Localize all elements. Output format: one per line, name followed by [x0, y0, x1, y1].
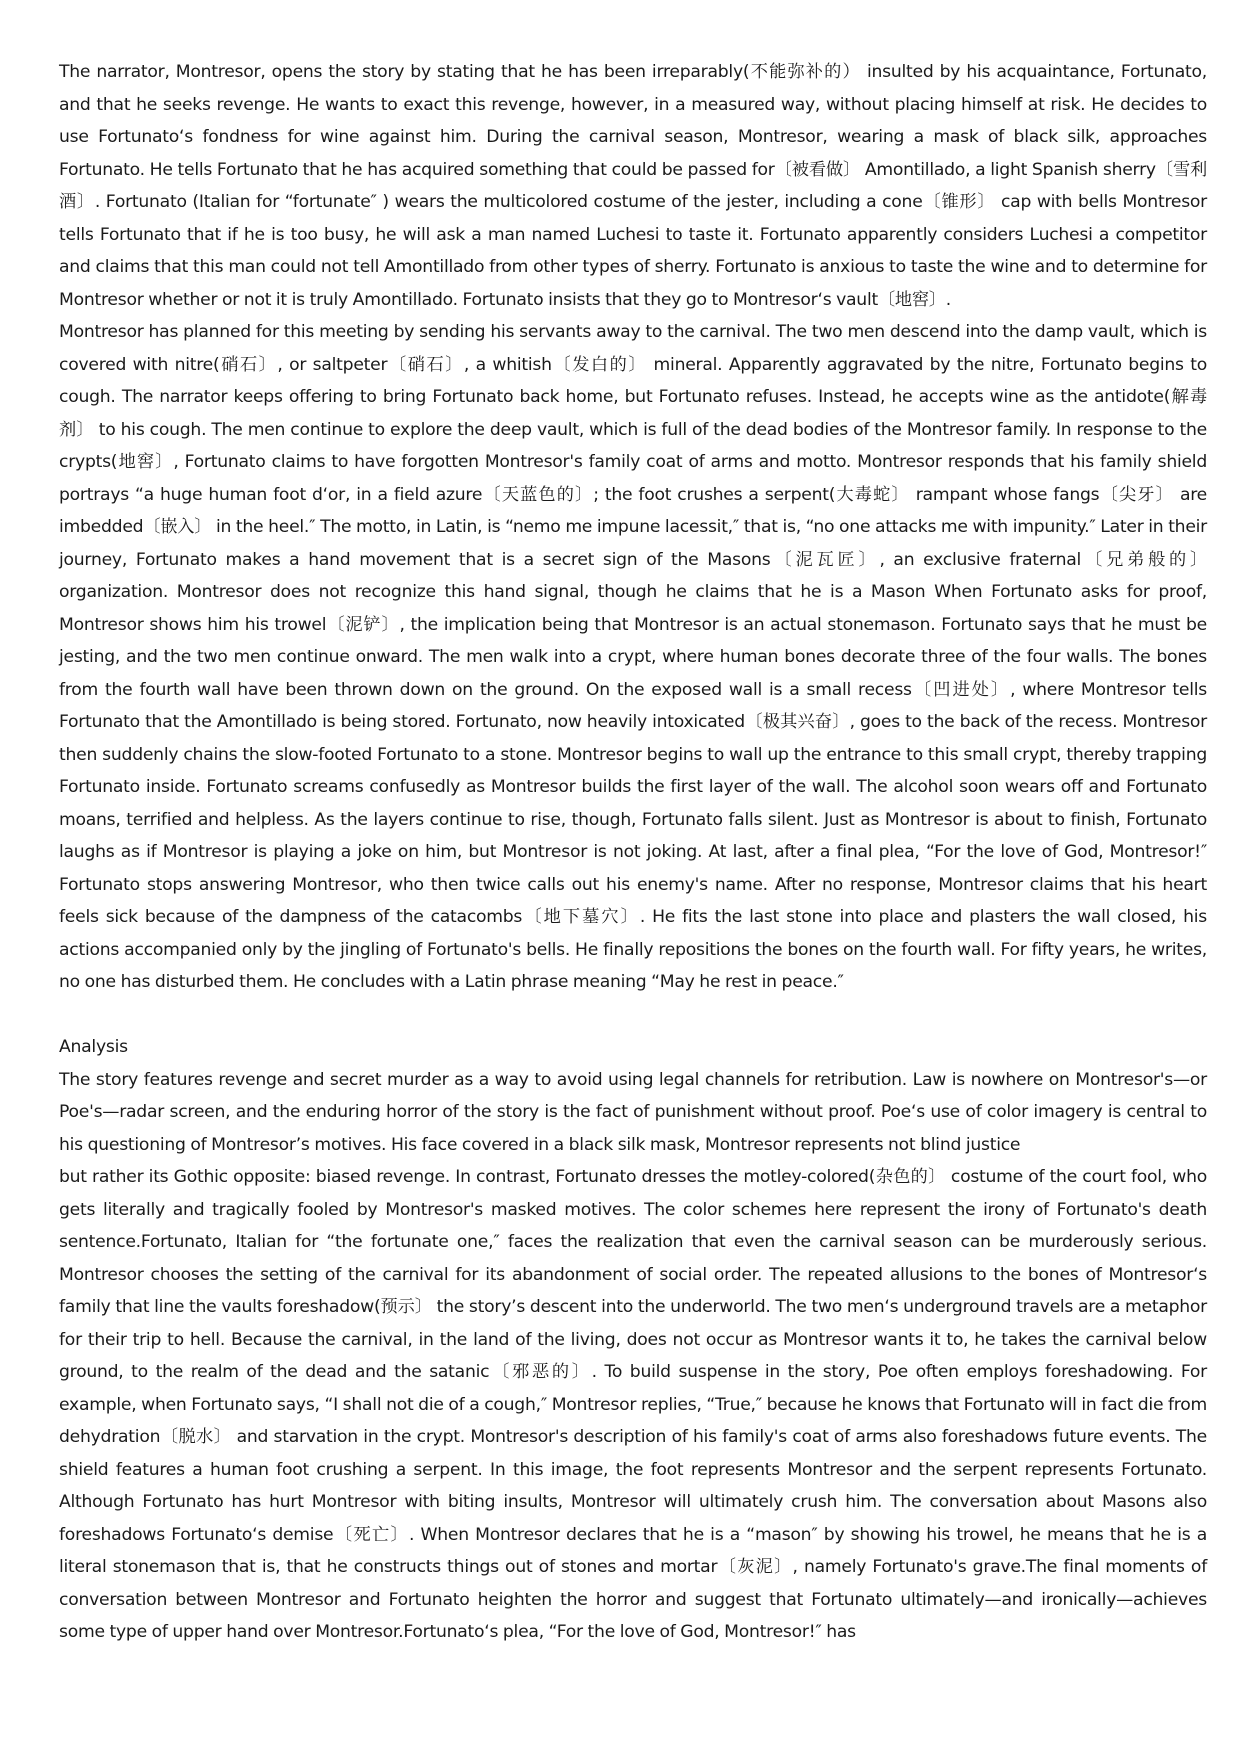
summary-paragraph: Montresor has planned for this meeting by sending his servants away to the carnival. The two men descend into the damp vault, which is covered with nitre(硝石〕, or saltpeter〔硝石〕, a whitish〔发白的〕 mineral. Apparently aggravated by the nitre, Fortunato begins to cough. The narrator keeps offering to bring Fortunato back home, but Fortunato refuses. Instead, he accepts wine as the antidote(解毒剂〕 to his cough. The men continue to explore the deep vault, which is full of the dead bodies of the Montresor family. In response to the crypts(地窖〕, Fortunato claims to have forgotten Montresor's family coat of arms and motto. Montresor responds that his family shield portrays “a huge human foot d‘or, in a field azure〔天蓝色的〕; the foot crushes a serpent(大毒蛇〕 rampant whose fangs〔尖牙〕 are imbedded〔嵌入〕 in the heel.″ The motto, in Latin, is “nemo me impune lacessit,″ that is, “no one attacks me with impunity.″ Later in their journey, Fortunato makes a hand movement that is a secret sign of the Masons〔泥瓦匠〕, an exclusive fraternal〔兄弟般的〕 organization. Montresor does not recognize this hand signal, though he claims that he is a Mason When Fortunato asks for proof, Montresor shows him his trowel〔泥铲〕, the implication being that Montresor is an actual stonemason. Fortunato says that he must be jesting, and the two men continue onward. The men walk into a crypt, where human bones decorate three of the four walls. The bones from the fourth wall have been thrown down on the ground. On the exposed wall is a small recess〔凹进处〕, where Montresor tells Fortunato that the Amontillado is being stored. Fortunato, now heavily intoxicated〔极其兴奋〕, goes to the back of the recess. Montresor then suddenly chains the slow-footed Fortunato to a stone. Montresor begins to wall up the entrance to this small crypt, thereby trapping Fortunato inside. Fortunato screams confusedly as Montresor builds the first layer of the wall. The alcohol soon wears off and Fortunato moans, terrified and helpless. As the layers continue to rise, though, Fortunato falls silent. Just as Montresor is about to finish, Fortunato laughs as if Montresor is playing a joke on him, but Montresor is not joking. At last, after a final plea, “For the love of God, Montresor!″ Fortunato stops answering Montresor, who then twice calls out his enemy's name. After no response, Montresor claims that his heart feels sick because of the dampness of the catacombs〔地下墓穴〕. He fits the last stone into place and plasters the wall closed, his actions accompanied only by the jingling of Fortunato's bells. He finally repositions the bones on the fourth wall. For fifty years, he writes, no one has disturbed them. He concludes with a Latin phrase meaning “May he rest in peace.″ — [59, 322, 1207, 992]
analysis-paragraph: but rather its Gothic opposite: biased revenge. In contrast, Fortunato dresses the motley-colored(杂色的〕 costume of the court fool, who gets literally and tragically fooled by Montresor's masked motives. The color schemes here represent the irony of Fortunato's death sentence.Fortunato, Italian for “the fortunate one,″ faces the realization that even the carnival season can be murderously serious. Montresor chooses the setting of the carnival for its abandonment of social order. The repeated allusions to the bones of Montresor‘s family that line the vaults foreshadow(预示〕 the story’s descent into the underworld. The two men‘s underground travels are a metaphor for their trip to hell. Because the carnival, in the land of the living, does not occur as Montresor wants it to, he takes the carnival below ground, to the realm of the dead and the satanic〔邪恶的〕. To build suspense in the story, Poe often employs foreshadowing. For example, when Fortunato says, “I shall not die of a cough,″ Montresor replies, “True,″ because he knows that Fortunato will in fact die from dehydration〔脱水〕 and starvation in the crypt. Montresor's description of his family's coat of arms also foreshadows future events. The shield features a human foot crushing a serpent. In this image, the foot represents Montresor and the serpent represents Fortunato. Although Fortunato has hurt Montresor with biting insults, Montresor will ultimately crush him. The conversation about Masons also foreshadows Fortunato‘s demise〔死亡〕. When Montresor declares that he is a “mason″ by showing his trowel, he means that he is a literal stonemason that is, that he constructs things out of stones and mortar〔灰泥〕, namely Fortunato's grave.The final moments of conversation between Montresor and Fortunato heighten the horror and suggest that Fortunato ultimately—and ironically—achieves some type of upper hand over Montresor.Fortunato‘s plea, “For the love of God, Montresor!″ has — [59, 1167, 1207, 1642]
paragraph-spacer — [59, 999, 1207, 1032]
analysis-paragraph: The story features revenge and secret murder as a way to avoid using legal channels for retribution. Law is nowhere on Montresor's—or Poe's—radar screen, and the enduring horror of the story is the fact of punishment without proof. Poe‘s use of color imagery is central to his questioning of Montresor’s motives. His face covered in a black silk mask, Montresor represents not blind justice — [59, 1069, 1207, 1155]
section-heading: Analysis — [59, 1037, 128, 1057]
document-page — [59, 56, 1207, 1649]
summary-paragraph: The narrator, Montresor, opens the story by stating that he has been irreparably(不能弥补的） insulted by his acquaintance, Fortunato, and that he seeks revenge. He wants to exact this revenge, however, in a measured way, without placing himself at risk. He decides to use Fortunato‘s fondness for wine against him. During the carnival season, Montresor, wearing a mask of black silk, approaches Fortunato. He tells Fortunato that he has acquired something that could be passed for〔被看做〕 Amontillado, a light Spanish sherry〔雪利酒〕. Fortunato (Italian for “fortunate″ ) wears the multicolored costume of the jester, including a cone〔锥形〕 cap with bells Montresor tells Fortunato that if he is too busy, he will ask a man named Luchesi to taste it. Fortunato apparently considers Luchesi a competitor and claims that this man could not tell Amontillado from other types of sherry. Fortunato is anxious to taste the wine and to determine for Montresor whether or not it is truly Amontillado. Fortunato insists that they go to Montresor‘s vault〔地窖〕. — [59, 62, 1207, 310]
